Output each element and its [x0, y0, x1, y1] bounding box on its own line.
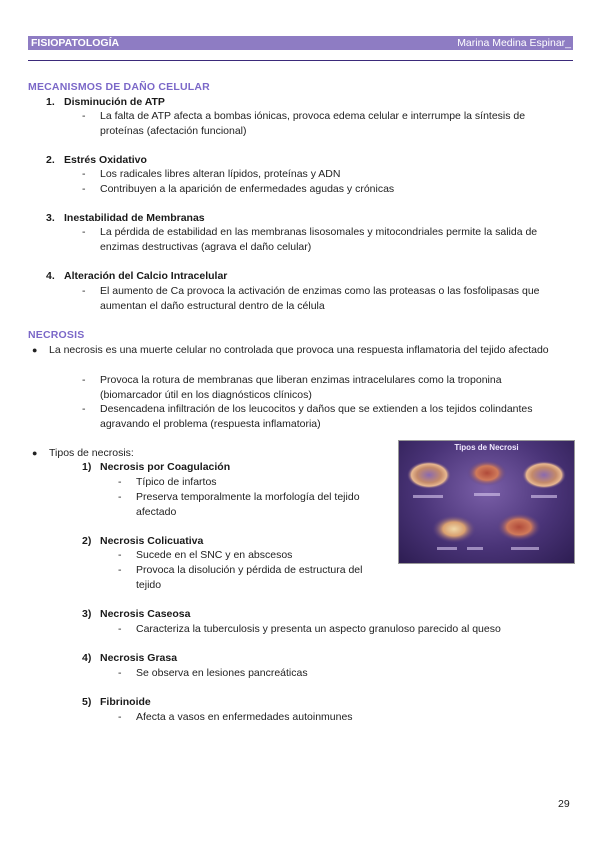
necrosis-micrographs — [399, 441, 574, 563]
necrosis-types-image — [398, 440, 575, 564]
item-text: Provoca la rotura de membranas que liberan enzimas intracelulares como la troponina (biomarcador útil en los diagnósticos clínicos) — [100, 374, 502, 401]
item-text: Contribuyen a la aparición de enfermedades agudas y crónicas — [100, 183, 395, 195]
item-number: 4) — [82, 652, 92, 664]
item-title: Necrosis por Coagulación — [100, 461, 231, 473]
item-number: 5) — [82, 696, 92, 708]
item-text: Provoca la disolución y pérdida de estructura del tejido — [136, 564, 363, 591]
item-text: Típico de infartos — [136, 476, 217, 488]
header-bar — [28, 36, 573, 50]
item-title: Fibrinoide — [100, 696, 151, 708]
item-number: 1) — [82, 461, 92, 473]
item-title: Inestabilidad de Membranas — [64, 212, 205, 224]
item-text: Sucede en el SNC y en abscesos — [136, 549, 293, 561]
header-subject: FISIOPATOLOGÍA — [31, 37, 120, 49]
item-text: Se observa en lesiones pancreáticas — [136, 667, 308, 679]
section-title-mecanismos: MECANISMOS DE DAÑO CELULAR — [28, 81, 210, 93]
item-title: Alteración del Calcio Intracelular — [64, 270, 228, 282]
bullet-text: Tipos de necrosis: — [49, 447, 134, 459]
item-text: Caracteriza la tuberculosis y presenta un aspecto granuloso parecido al queso — [136, 623, 501, 635]
item-number: 1. — [46, 96, 55, 108]
item-number: 4. — [46, 270, 55, 282]
header-author: Marina Medina Espinar_ — [457, 37, 571, 49]
header-divider — [28, 60, 573, 61]
item-text: Desencadena infiltración de los leucocitos y daños que se extienden a los tejidos colindantes agravando el problema (respuesta inflamatoria) — [100, 403, 533, 430]
item-number: 2) — [82, 535, 92, 547]
section-title-necrosis: NECROSIS — [28, 329, 85, 341]
item-title: Disminución de ATP — [64, 96, 165, 108]
item-text: El aumento de Ca provoca la activación de enzimas como las proteasas o las fosfolipasas que aumentan el daño estructural dentro de la célula — [100, 285, 540, 312]
item-number: 3. — [46, 212, 55, 224]
image-title: Tipos de Necrosi — [454, 443, 519, 452]
item-title: Necrosis Colicuativa — [100, 535, 204, 547]
item-text: Afecta a vasos en enfermedades autoinmunes — [136, 711, 353, 723]
item-text: La falta de ATP afecta a bombas iónicas, provoca edema celular e interrumpe la síntesis de proteínas (afectación funcional) — [100, 110, 526, 137]
bullet-icon: ● — [32, 345, 38, 355]
item-title: Necrosis Grasa — [100, 652, 178, 664]
item-text: Preserva temporalmente la morfología del tejido afectado — [136, 491, 360, 518]
item-text: La pérdida de estabilidad en las membranas lisosomales y mitocondriales permite la salida de enzimas destructivas (agrava el daño celular) — [100, 226, 538, 253]
bullet-text: La necrosis es una muerte celular no controlada que provoca una respuesta inflamatoria del tejido afectado — [49, 344, 549, 356]
item-title: Estrés Oxidativo — [64, 154, 147, 166]
item-text: Los radicales libres alteran lípidos, proteínas y ADN — [100, 168, 341, 180]
page-number: 29 — [558, 798, 570, 810]
bullet-icon: ● — [32, 448, 38, 458]
item-number: 2. — [46, 154, 55, 166]
item-title: Necrosis Caseosa — [100, 608, 191, 620]
item-number: 3) — [82, 608, 92, 620]
